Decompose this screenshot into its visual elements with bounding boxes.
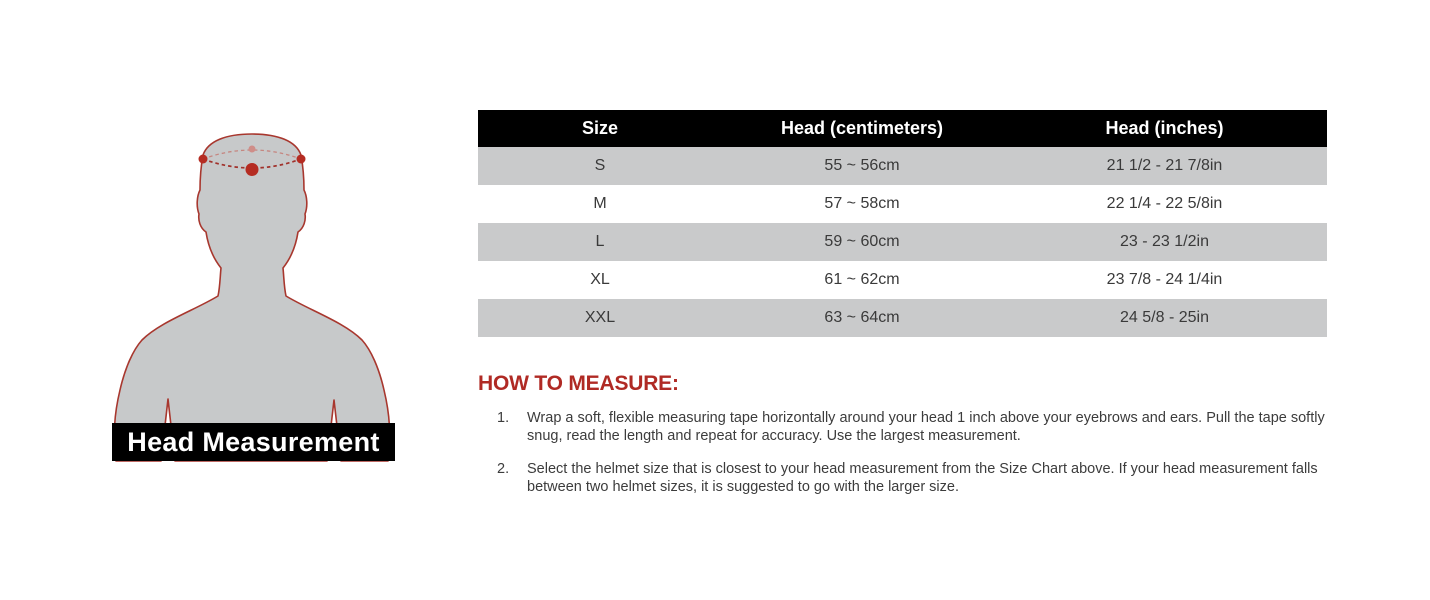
cell-head-in: 24 5/8 - 25in [1120, 309, 1209, 326]
cell-size: S [594, 157, 606, 174]
illustration-caption-banner [112, 423, 395, 461]
measure-step-1: Wrap a soft, flexible measuring tape horizontally around your head 1 inch above your eyebrows and ears. Pull the tape softly snug, read the length and repeat for accuracy. Use the largest measurement. [527, 410, 1325, 444]
table-row [478, 299, 1327, 337]
table-row [478, 147, 1327, 185]
head-silhouette-graphic [108, 130, 400, 462]
tape-dot-back [249, 146, 256, 153]
column-header-head-in: Head (inches) [1105, 118, 1224, 138]
cell-size: M [593, 195, 607, 212]
body-silhouette-shape [114, 134, 389, 461]
cell-head-cm: 57 ~ 58cm [824, 195, 900, 212]
cell-head-cm: 61 ~ 62cm [824, 271, 900, 288]
cell-head-cm: 59 ~ 60cm [824, 233, 900, 250]
how-to-measure-steps [478, 410, 1332, 497]
cell-size: XXL [584, 309, 616, 326]
cell-head-in: 23 7/8 - 24 1/4in [1106, 271, 1223, 288]
measure-step-2: Select the helmet size that is closest to your head measurement from the Size Chart above. If your head measurement falls between two helmet sizes, it is suggested to go with the larger size. [527, 461, 1318, 496]
illustration-caption-text: Head Measurement [127, 426, 380, 457]
cell-size: XL [590, 271, 610, 288]
size-chart-header-row [478, 110, 1327, 147]
cell-head-in: 21 1/2 - 21 7/8in [1106, 157, 1223, 174]
tape-dot-left [199, 155, 208, 164]
tape-dot-right [297, 155, 306, 164]
how-to-measure-section [478, 372, 1332, 513]
column-header-head-cm: Head (centimeters) [780, 118, 944, 138]
cell-head-in: 23 - 23 1/2in [1120, 233, 1209, 250]
how-to-measure-heading: HOW TO MEASURE: [478, 372, 679, 395]
table-row [478, 261, 1327, 299]
table-row [478, 185, 1327, 223]
cell-head-in: 22 1/4 - 22 5/8in [1106, 195, 1223, 212]
cell-size: L [595, 233, 605, 250]
size-chart-body [478, 147, 1327, 337]
table-row [478, 223, 1327, 261]
tape-dot-front [246, 163, 259, 176]
cell-head-cm: 55 ~ 56cm [824, 157, 900, 174]
cell-head-cm: 63 ~ 64cm [824, 309, 900, 326]
column-header-size: Size [581, 118, 619, 138]
size-chart-table [478, 110, 1327, 337]
head-measurement-illustration [108, 130, 400, 462]
